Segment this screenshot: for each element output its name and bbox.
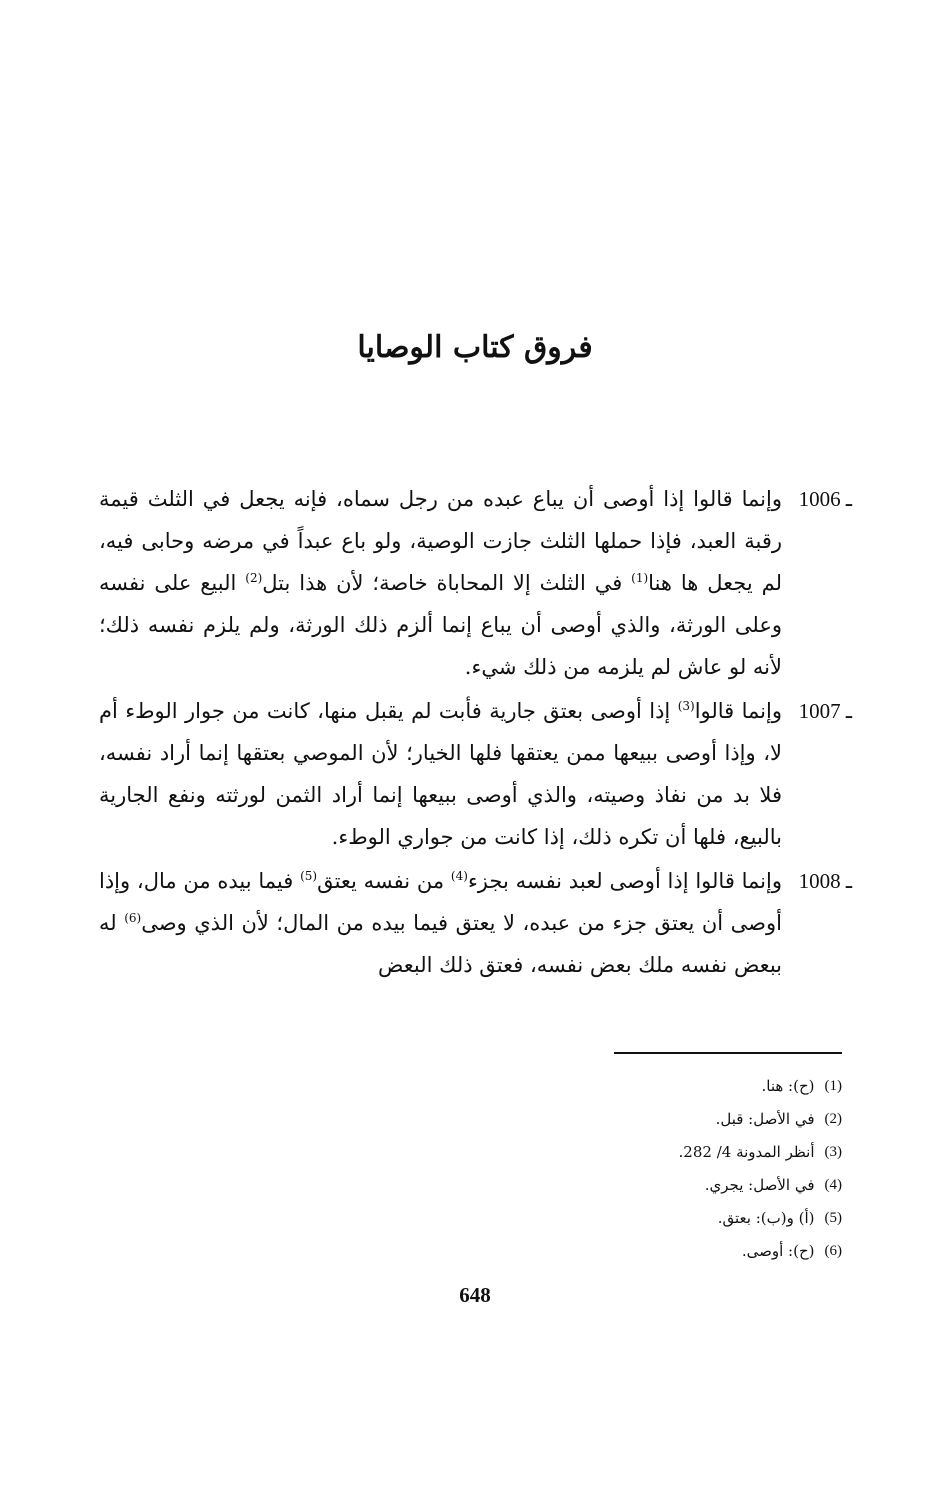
paragraph-text: وإنما قالوا إذا أوصى لعبد نفسه بجزء$^{(4)}$ من نفسه يعتق$^{(5)}$ فيما بيده من مال، وإذا أوصى أن يعتق جزء من عبده، لا يعتق فيما بيده من المال؛ لأن الذي وصى$^{(6)}$ له ببعض نفسه ملك بعض نفسه، فعتق ذلك البعض: [99, 869, 782, 977]
footnote-number: (1): [824, 1078, 842, 1094]
footnote-2: [442, 1103, 842, 1136]
footnote-text: (ح): هنا.: [761, 1077, 815, 1095]
paragraph-1007: [99, 690, 852, 858]
footnote-4: [442, 1169, 842, 1202]
footnote-6: [442, 1235, 842, 1268]
footnote-ref: (1): [631, 571, 649, 585]
footnote-number: (6): [824, 1243, 842, 1259]
footnote-text: أنظر المدونة 4/ 282.: [678, 1143, 815, 1161]
paragraph-text: وإنما قالوا إذا أوصى أن يباع عبده من رجل سماه، فإنه يجعل في الثلث قيمة رقبة العبد، فإذا حملها الثلث جازت الوصية، ولو باع عبداً في مرضه وحابى فيه، لم يجعل ها هنا$^{(1)}$ في الثلث إلا المحاباة خاصة؛ لأن هذا بتل$^{(2)}$ البيع على نفسه وعلى الورثة، والذي أوصى أن يباع إنما ألزم ذلك الورثة، ولم يلزم نفسه ذلك؛ لأنه لو عاش لم يلزمه من ذلك شيء.: [99, 487, 782, 679]
footnote-ref: (3): [677, 699, 695, 713]
paragraph-1006: [99, 478, 852, 688]
footnote-5: [442, 1202, 842, 1235]
footnote-ref: (5): [300, 869, 318, 883]
footnote-text: (أ) و(ب): بعتق.: [717, 1209, 815, 1227]
footnote-number: (5): [824, 1210, 842, 1226]
footnote-number: (3): [824, 1144, 842, 1160]
footnote-1: [442, 1070, 842, 1103]
body-text: [99, 478, 852, 988]
footnote-ref: (2): [245, 571, 263, 585]
footnote-divider: [614, 1052, 842, 1054]
footnote-ref: (6): [124, 911, 142, 925]
paragraph-number: 1007 ـ: [798, 699, 852, 723]
footnote-text: في الأصل: يجري.: [704, 1176, 815, 1194]
chapter-title: فروق كتاب الوصايا: [357, 330, 593, 365]
paragraph-number: 1008 ـ: [798, 869, 852, 893]
paragraph-1008: [99, 860, 852, 986]
footnote-text: (ح): أوصى.: [741, 1242, 815, 1260]
footnotes-list: [442, 1070, 842, 1268]
footnote-text: في الأصل: قبل.: [715, 1110, 815, 1128]
paragraph-text: وإنما قالوا$^{(3)}$ إذا أوصى بعتق جارية فأبت لم يقبل منها، كانت من جوار الوطء أم لا، وإذا أوصى ببيعها ممن يعتقها فلها الخيار؛ لأن الموصي بعتقها إنما أراد نفسه، فلا بد من نفاذ وصيته، والذي أوصى ببيعها إنما أراد الثمن لورثته ونفع الجارية بالبيع، فلها أن تكره ذلك، إذا كانت من جواري الوطء.: [99, 699, 782, 849]
footnote-number: (4): [824, 1177, 842, 1193]
footnote-3: [442, 1136, 842, 1169]
paragraph-number: 1006 ـ: [798, 487, 852, 511]
footnote-ref: (4): [450, 869, 468, 883]
footnote-number: (2): [824, 1111, 842, 1127]
page-number: 648: [459, 1283, 491, 1307]
